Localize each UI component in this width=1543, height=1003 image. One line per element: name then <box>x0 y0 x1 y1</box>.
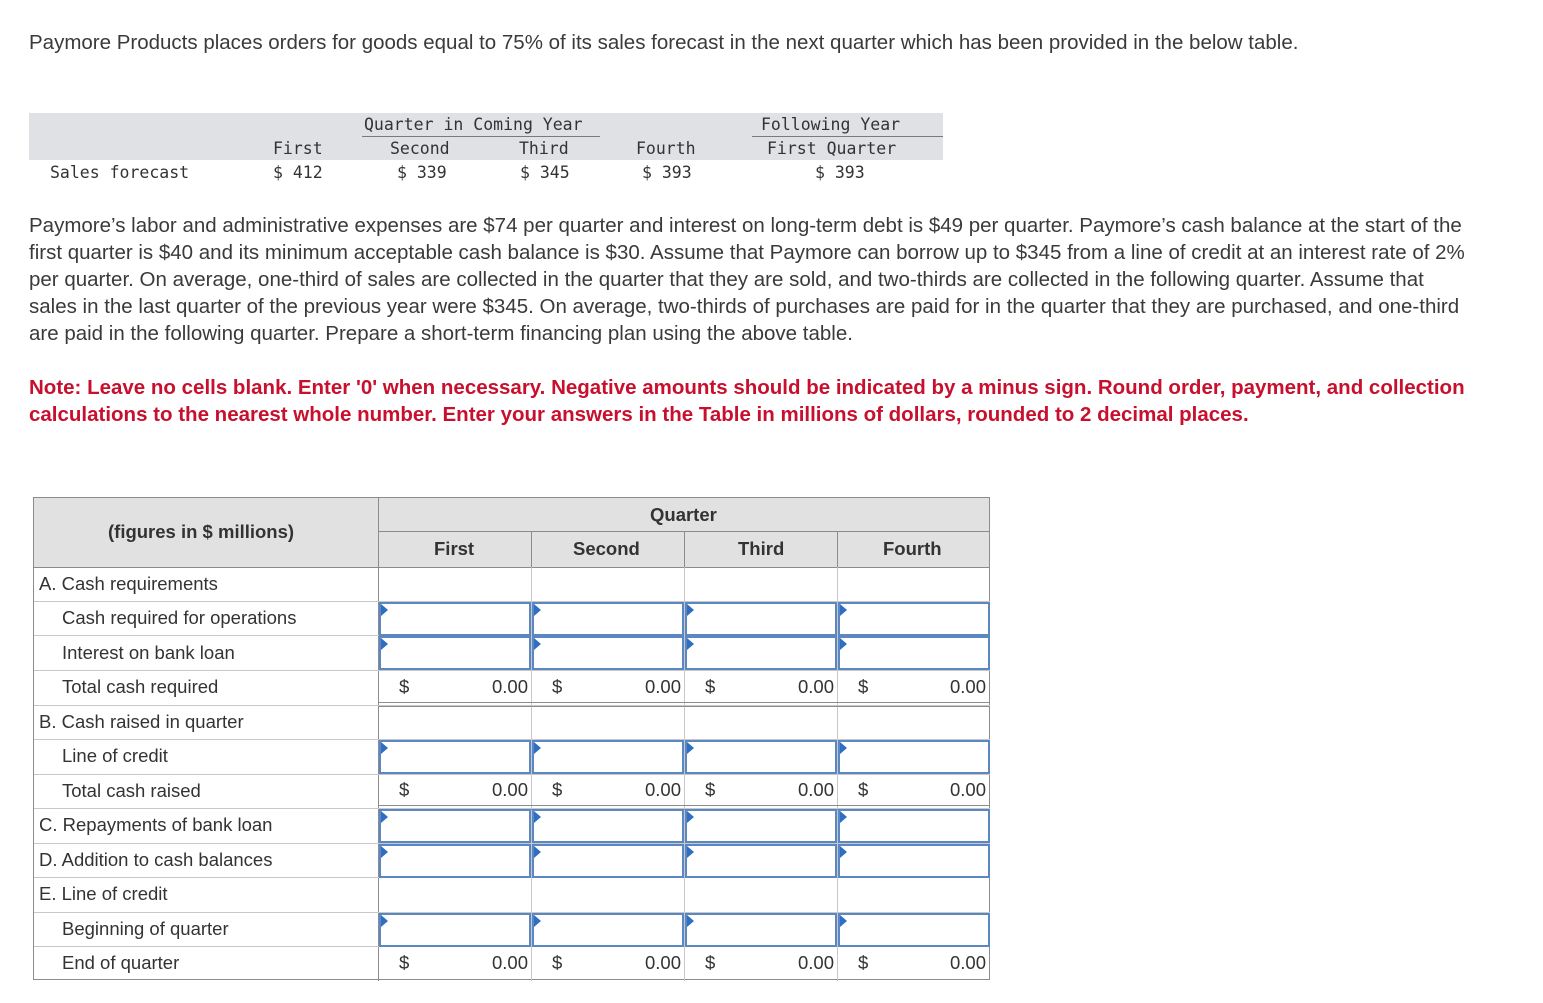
col-second: Second <box>573 538 640 559</box>
line-of-credit-input-q4[interactable] <box>838 740 990 774</box>
double-underline <box>378 702 990 707</box>
divider <box>378 531 990 532</box>
currency-symbol: $ <box>399 779 410 800</box>
row-label-addition-cash: D. Addition to cash balances <box>39 849 273 870</box>
figures-label: (figures in $ millions) <box>108 521 295 542</box>
currency-symbol: $ <box>552 779 563 800</box>
divider <box>837 532 838 568</box>
currency-symbol: $ <box>858 676 869 697</box>
row-label-repayments: C. Repayments of bank loan <box>39 814 273 835</box>
quarter-group-header: Quarter in Coming Year <box>364 115 583 134</box>
total-raised-q4: 0.00 <box>949 779 986 800</box>
row-label-cash-operations: Cash required for operations <box>62 607 297 628</box>
cash-operations-input-q2[interactable] <box>532 602 684 636</box>
total-required-q1: 0.00 <box>491 676 528 697</box>
interest-input-q1[interactable] <box>379 636 531 670</box>
repayments-input-q1[interactable] <box>379 809 531 843</box>
problem-text: Paymore’s labor and administrative expenses are $74 per quarter and interest on long-term debt is $49 per quarter. Paymore’s cash balance at the start of the first quarter is $40 and its minimum acceptable cash balance is $30. Assume that Paymore can borrow up to $345 from a line of credit at an interest rate of 2% per quarter. On average, one-third of sales are collected in the quarter that they are sold, and two-thirds are collected in the following quarter. Assume that sales in the last quarter of the previous year were $345. On average, two-thirds of purchases are paid for in the quarter that they are purchased, and one-third are paid in the following quarter. Prepare a short-term financing plan using the above table. <box>29 214 1465 345</box>
divider <box>684 532 685 568</box>
end-quarter-q2: 0.00 <box>644 952 681 973</box>
interest-input-q4[interactable] <box>838 636 990 670</box>
currency-symbol: $ <box>858 952 869 973</box>
beginning-input-q3[interactable] <box>685 913 837 947</box>
sales-value: $ 412 <box>273 163 323 182</box>
row-label-end: End of quarter <box>62 952 180 973</box>
sales-value: $ 393 <box>815 163 865 182</box>
end-quarter-q1: 0.00 <box>491 952 528 973</box>
col-second: Second <box>390 139 450 158</box>
total-raised-q2: 0.00 <box>644 779 681 800</box>
repayments-input-q2[interactable] <box>532 809 684 843</box>
sales-value: $ 393 <box>642 163 692 182</box>
currency-symbol: $ <box>552 952 563 973</box>
row-label-cash-raised: B. Cash raised in quarter <box>39 711 244 732</box>
cash-operations-input-q1[interactable] <box>379 602 531 636</box>
divider <box>362 136 600 137</box>
beginning-input-q4[interactable] <box>838 913 990 947</box>
divider <box>531 532 532 568</box>
row-label-line-credit-section: E. Line of credit <box>39 883 168 904</box>
end-quarter-q4: 0.00 <box>949 952 986 973</box>
intro-text: Paymore Products places orders for goods equal to 75% of its sales forecast in the next quarter which has been provided in the below table. <box>29 31 1299 54</box>
col-first: First <box>434 538 475 559</box>
currency-symbol: $ <box>858 779 869 800</box>
col-fourth: Fourth <box>636 139 696 158</box>
addition-cash-input-q4[interactable] <box>838 844 990 878</box>
repayments-input-q3[interactable] <box>685 809 837 843</box>
financing-plan-table <box>33 497 990 980</box>
total-raised-q3: 0.00 <box>797 779 834 800</box>
currency-symbol: $ <box>705 676 716 697</box>
col-first-quarter: First Quarter <box>767 139 897 158</box>
interest-input-q3[interactable] <box>685 636 837 670</box>
interest-input-q2[interactable] <box>532 636 684 670</box>
currency-symbol: $ <box>399 676 410 697</box>
cash-operations-input-q4[interactable] <box>838 602 990 636</box>
line-of-credit-input-q2[interactable] <box>532 740 684 774</box>
beginning-input-q2[interactable] <box>532 913 684 947</box>
currency-symbol: $ <box>399 952 410 973</box>
total-raised-q1: 0.00 <box>491 779 528 800</box>
divider <box>752 136 943 137</box>
sales-value: $ 345 <box>520 163 570 182</box>
row-label-total-required: Total cash required <box>62 676 219 697</box>
repayments-input-q4[interactable] <box>838 809 990 843</box>
row-label-cash-requirements: A. Cash requirements <box>39 573 218 594</box>
col-fourth: Fourth <box>883 538 942 559</box>
total-required-q2: 0.00 <box>644 676 681 697</box>
col-third: Third <box>519 139 569 158</box>
divider <box>34 670 990 671</box>
sales-forecast-table <box>29 113 943 188</box>
note-text: Note: Leave no cells blank. Enter '0' when necessary. Negative amounts should be indicated by a minus sign. Round order, payment, and collection calculations to the nearest whole number. Enter your answers in the Table in millions of dollars, rounded to 2 decimal places. <box>29 376 1465 426</box>
currency-symbol: $ <box>552 676 563 697</box>
row-label-total-raised: Total cash raised <box>62 780 201 801</box>
total-required-q3: 0.00 <box>797 676 834 697</box>
addition-cash-input-q1[interactable] <box>379 844 531 878</box>
line-of-credit-input-q3[interactable] <box>685 740 837 774</box>
currency-symbol: $ <box>705 952 716 973</box>
following-year-header: Following Year <box>761 115 901 134</box>
col-first: First <box>273 139 323 158</box>
sales-forecast-label: Sales forecast <box>50 163 190 182</box>
line-of-credit-input-q1[interactable] <box>379 740 531 774</box>
addition-cash-input-q3[interactable] <box>685 844 837 878</box>
row-label-line-of-credit: Line of credit <box>62 745 168 766</box>
total-required-q4: 0.00 <box>949 676 986 697</box>
row-label-beginning: Beginning of quarter <box>62 918 229 939</box>
quarter-label: Quarter <box>650 504 717 525</box>
cash-operations-input-q3[interactable] <box>685 602 837 636</box>
row-label-interest: Interest on bank loan <box>62 642 235 663</box>
currency-symbol: $ <box>705 779 716 800</box>
col-third: Third <box>738 538 785 559</box>
divider <box>34 774 990 775</box>
beginning-input-q1[interactable] <box>379 913 531 947</box>
sales-value: $ 339 <box>397 163 447 182</box>
end-quarter-q3: 0.00 <box>797 952 834 973</box>
addition-cash-input-q2[interactable] <box>532 844 684 878</box>
